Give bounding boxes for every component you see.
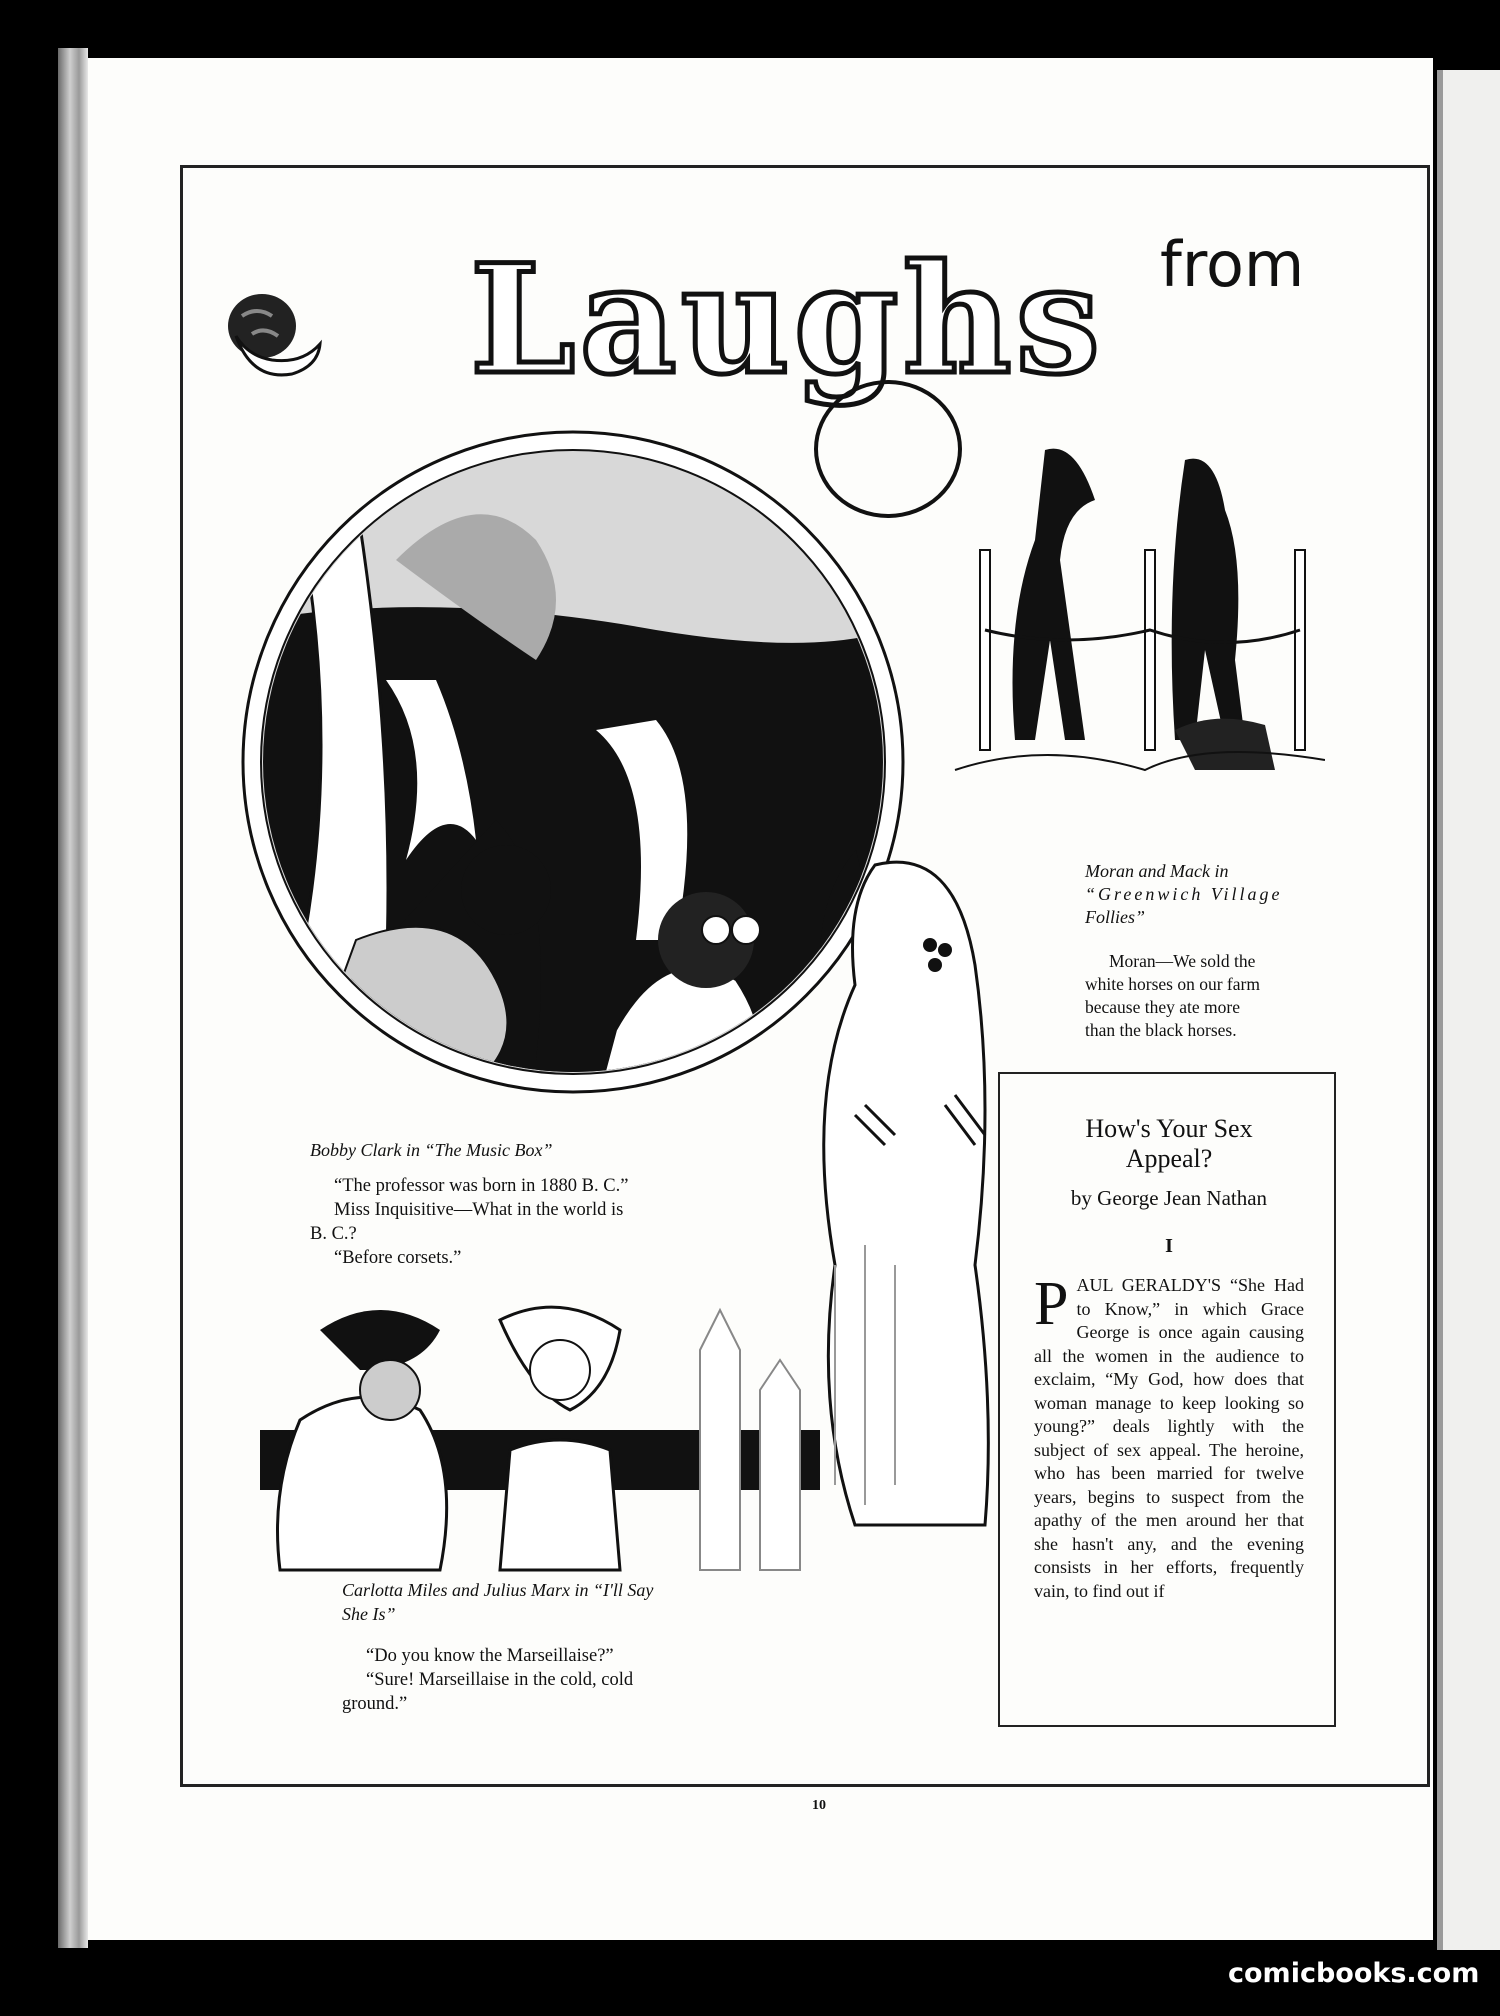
article-dropcap: P [1034,1270,1069,1338]
quote-line: Moran—We sold the [1109,951,1256,971]
quote-line: Miss Inquisitive—What in the world is [334,1200,624,1220]
bobby-clark-caption: Bobby Clark in “The Music Box” [310,1140,553,1160]
moran-mack-caption [1085,860,1282,929]
page-number: 10 [812,1798,826,1813]
article-title-line: Appeal? [1125,1144,1213,1173]
quote-line: “Do you know the Marseillaise?” [366,1646,614,1666]
caption-line: Moran and Mack in [1085,861,1229,881]
quote-line: white horses on our farm [1085,974,1260,994]
quote-line: “Sure! Marseillaise in the cold, cold [366,1670,634,1690]
bobby-quote [310,1174,710,1270]
moran-quote [1085,950,1315,1042]
caption-line: Follies” [1085,907,1146,927]
page-title: Laughs [470,232,1105,408]
article-title [1034,1114,1304,1174]
mask-ornament-icon [222,286,322,386]
quote-line: “Before corsets.” [334,1248,462,1268]
page-edge [58,48,88,1948]
carlotta-caption [342,1578,653,1626]
title-wrap [470,232,1105,408]
horses-illustration [945,440,1325,840]
carlotta-quote [342,1644,772,1716]
ghost-figure-illustration [795,845,1015,1545]
article-part-number: I [1165,1235,1173,1257]
caption-line: “Greenwich Village [1085,884,1283,904]
article-title-line: How's Your Sex [1085,1114,1253,1143]
article-text: AUL GERALDY'S “She Had to Know,” in which Grace George is once again causing all the women in the audience to exclaim, “My God, how does that woman manage to keep looking so young?” deals lightly with the subject of sex appeal. The heroine, who has been married for twelve years, begins to suspect from the apathy of the men around her that she hasn't any, and the evening consists in her efforts, frequently vain, to find out if [1034,1275,1304,1601]
caption-line: She Is” [342,1604,396,1624]
article-box [998,1072,1336,1727]
article-byline: by George Jean Nathan [1070,1186,1268,1210]
quote-line: “The professor was born in 1880 B. C.” [334,1176,629,1196]
watermark: comicbooks.com [1228,1958,1480,1989]
quote-line: because they ate more [1085,997,1240,1017]
quote-line: B. C.? [310,1224,357,1244]
title-suffix: from [1160,228,1305,301]
article-body [1034,1270,1304,1603]
quote-line: ground.” [342,1694,408,1714]
quote-line: than the black horses. [1085,1020,1237,1040]
next-page-edge [1437,70,1500,1950]
caption-line: Carlotta Miles and Julius Marx in “I'll Say [342,1580,654,1600]
bottom-illustration [240,1270,820,1610]
